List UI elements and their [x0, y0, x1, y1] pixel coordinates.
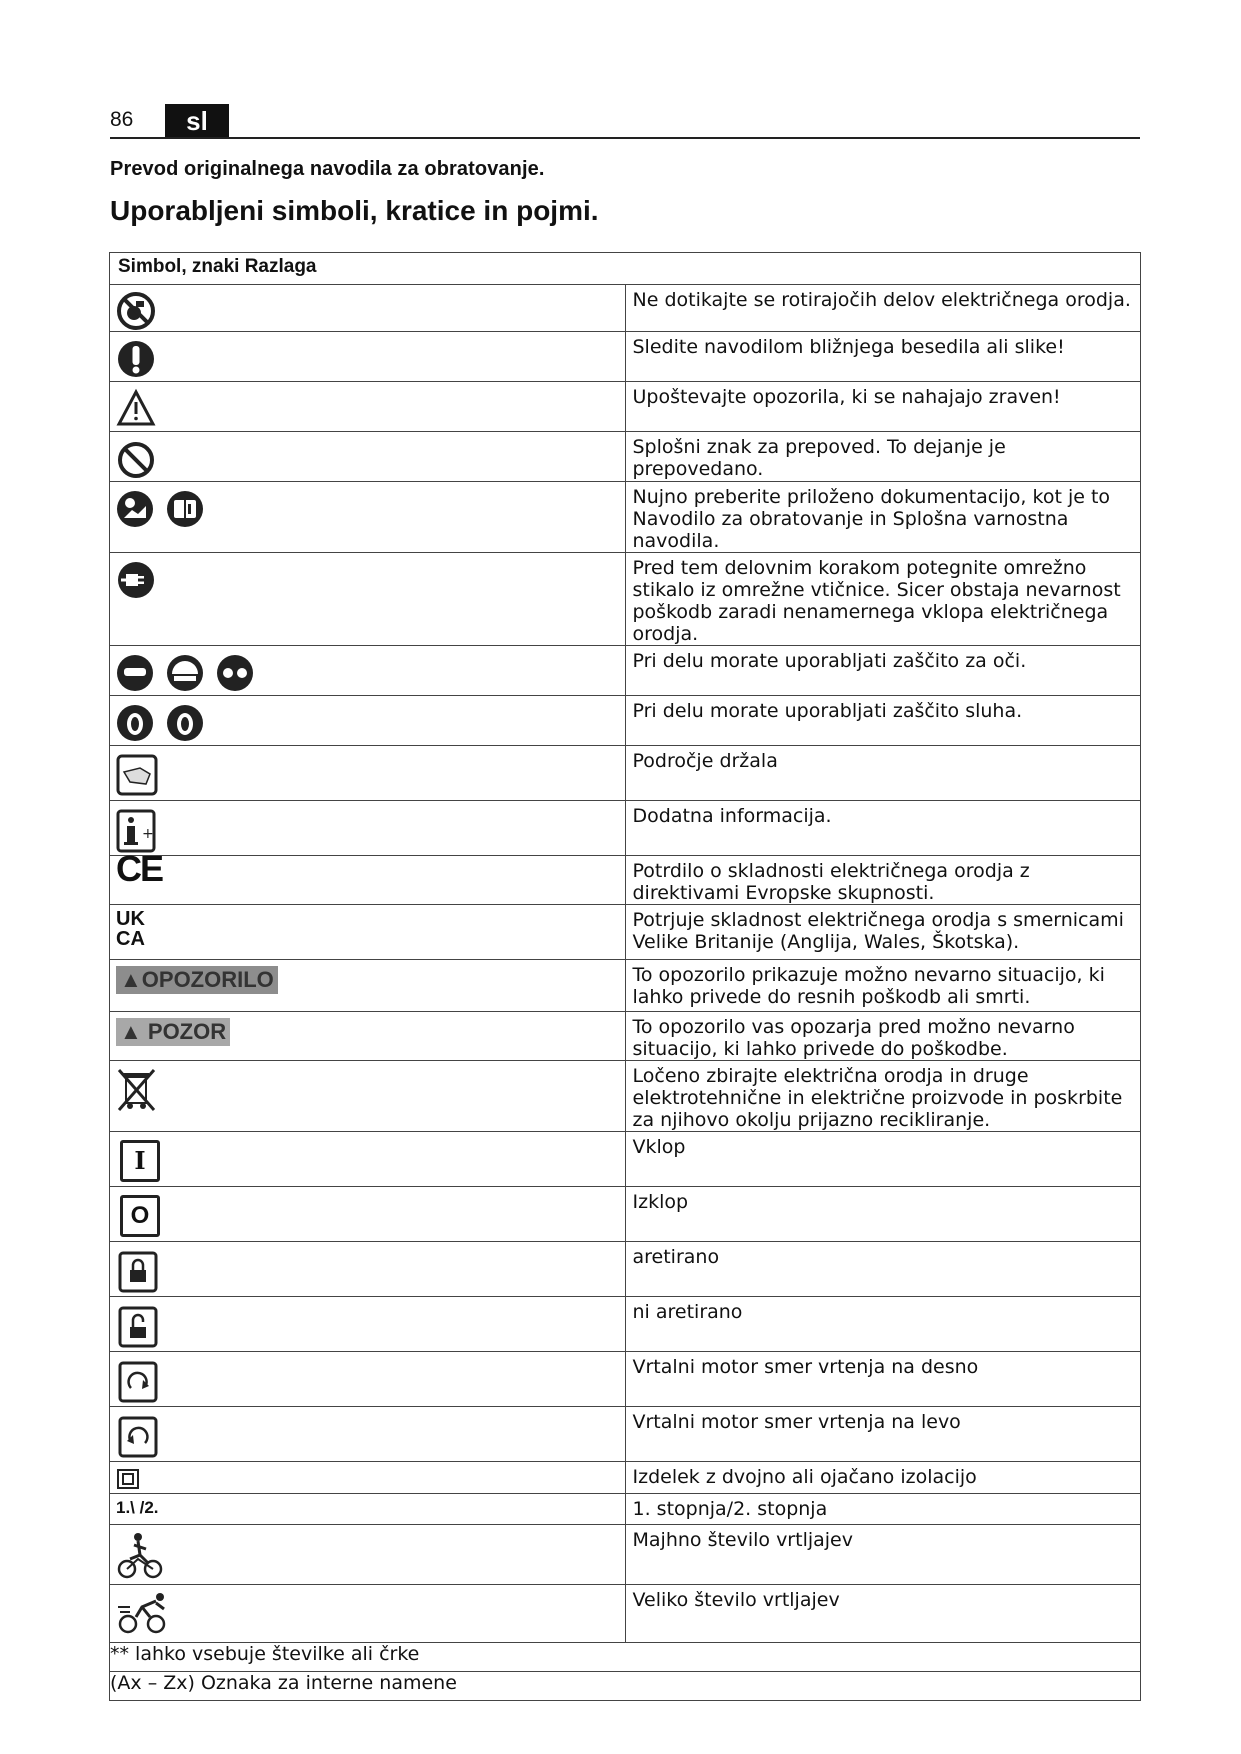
- symbols-table: [109, 252, 1141, 1701]
- footnote: ** lahko vsebuje številke ali črke: [110, 1643, 1141, 1672]
- rotate-left-icon: [116, 1413, 160, 1459]
- row-description: 1. stopnja/2. stopnja: [625, 1494, 1141, 1525]
- caution-badge-label: POZOR: [147, 1019, 227, 1044]
- row-description: Nujno preberite priloženo dokumentacijo, kot je to Navodilo za obratovanje in Splošna varnostna navodila.: [625, 482, 1141, 553]
- page-number: 86: [110, 108, 134, 131]
- table-row: [110, 332, 1141, 382]
- double-insulation-icon: [116, 1468, 140, 1490]
- table-row: [110, 1061, 1141, 1132]
- fast-cyclist-icon: [116, 1591, 172, 1637]
- unlocked-icon: [116, 1303, 160, 1349]
- table-row: [110, 1352, 1141, 1407]
- header-divider: [110, 137, 1140, 139]
- row-description: To opozorilo vas opozarja pred možno nevarno situacijo, ki lahko privede do poškodbe.: [625, 1012, 1141, 1061]
- weee-bin-icon: [116, 1067, 158, 1113]
- row-description: Izklop: [625, 1187, 1141, 1242]
- table-row: [110, 1012, 1141, 1061]
- table-row: [110, 482, 1141, 553]
- page-header: [110, 104, 1140, 138]
- power-on-icon: I: [120, 1140, 160, 1182]
- row-description: Izdelek z dvojno ali ojačano izolacijo: [625, 1462, 1141, 1494]
- row-description: Dodatna informacija.: [625, 801, 1141, 856]
- table-row: [110, 801, 1141, 856]
- row-description: Vrtalni motor smer vrtenja na desno: [625, 1352, 1141, 1407]
- table-row: [110, 960, 1141, 1012]
- caution-badge-icon: ▲ POZOR: [116, 1018, 230, 1046]
- ukca-mark-icon: UK CA: [116, 908, 145, 950]
- table-row: [110, 1494, 1141, 1525]
- warning-badge-icon: ▲OPOZORILO: [116, 966, 278, 994]
- row-description: Vrtalni motor smer vrtenja na levo: [625, 1407, 1141, 1462]
- table-row: [110, 905, 1141, 960]
- table-row: [110, 1407, 1141, 1462]
- table-header: Simbol, znaki Razlaga: [110, 253, 1141, 285]
- table-row: [110, 1187, 1141, 1242]
- table-row: [110, 746, 1141, 801]
- row-description: Ločeno zbirajte električna orodja in druge elektrotehnične in električne proizvode in poskrbite za njihovo okolju prijazno recikliranje.: [625, 1061, 1141, 1132]
- row-description: Potrdilo o skladnosti električnega orodja z direktivami Evropske skupnosti.: [625, 856, 1141, 905]
- ear-protection-icon: [116, 702, 206, 744]
- rotate-right-icon: [116, 1358, 160, 1404]
- document-subtitle: Prevod originalnega navodila za obratovanje.: [110, 158, 545, 180]
- table-row: [110, 1242, 1141, 1297]
- table-row: [110, 553, 1141, 646]
- table-row: [110, 1585, 1141, 1643]
- table-row: [110, 646, 1141, 696]
- row-description: Splošni znak za prepoved. To dejanje je prepovedano.: [625, 432, 1141, 482]
- table-row: [110, 432, 1141, 482]
- row-description: Pred tem delovnim korakom potegnite omrežno stikalo iz omrežne vtičnice. Sicer obstaja nevarnost poškodb zaradi nenamernega vklopa električnega orodja.: [625, 553, 1141, 646]
- gear-stage-icon: 1.\ /2.: [116, 1498, 159, 1517]
- table-row: [110, 285, 1141, 332]
- row-description: Majhno število vrtljajev: [625, 1525, 1141, 1585]
- row-description: aretirano: [625, 1242, 1141, 1297]
- info-plus-icon: [116, 807, 158, 853]
- unplug-icon: [116, 559, 156, 601]
- language-badge: sl: [165, 104, 229, 138]
- warning-triangle-icon: [116, 388, 156, 428]
- table-row: [110, 1297, 1141, 1352]
- row-description: ni aretirano: [625, 1297, 1141, 1352]
- eye-protection-icon: [116, 652, 256, 694]
- row-description: Področje držala: [625, 746, 1141, 801]
- table-row: [110, 1132, 1141, 1187]
- row-description: Potrjuje skladnost električnega orodja s smernicami Velike Britanije (Anglija, Wales, Škotska).: [625, 905, 1141, 960]
- page-title: Uporabljeni simboli, kratice in pojmi.: [110, 195, 599, 226]
- row-description: Pri delu morate uporabljati zaščito za oči.: [625, 646, 1141, 696]
- table-header-row: [110, 253, 1141, 285]
- warning-badge-label: OPOZORILO: [141, 967, 274, 992]
- no-touch-rotating-icon: [116, 291, 156, 331]
- table-footer-row: [110, 1643, 1141, 1672]
- slow-cyclist-icon: [116, 1531, 166, 1581]
- exclamation-icon: [116, 338, 156, 380]
- table-footer-row: [110, 1672, 1141, 1701]
- grip-area-icon: [116, 752, 158, 796]
- locked-icon: [116, 1248, 160, 1294]
- table-row: [110, 1525, 1141, 1585]
- svg-text:+: +: [142, 826, 154, 842]
- table-row: [110, 856, 1141, 905]
- ce-mark-icon: CE: [116, 848, 163, 889]
- footnote: (Ax – Zx) Oznaka za interne namene: [110, 1672, 1141, 1701]
- read-manual-icon: [116, 488, 216, 530]
- power-off-icon: O: [120, 1195, 160, 1237]
- table-row: [110, 1462, 1141, 1494]
- row-description: Veliko število vrtljajev: [625, 1585, 1141, 1643]
- row-description: Ne dotikajte se rotirajočih delov električnega orodja.: [625, 285, 1141, 332]
- prohibition-icon: [116, 438, 156, 478]
- row-description: Upoštevajte opozorila, ki se nahajajo zraven!: [625, 382, 1141, 432]
- row-description: Sledite navodilom bližnjega besedila ali slike!: [625, 332, 1141, 382]
- row-description: Pri delu morate uporabljati zaščito sluha.: [625, 696, 1141, 746]
- row-description: Vklop: [625, 1132, 1141, 1187]
- row-description: To opozorilo prikazuje možno nevarno situacijo, ki lahko privede do resnih poškodb ali smrti.: [625, 960, 1141, 1012]
- table-row: [110, 696, 1141, 746]
- table-row: [110, 382, 1141, 432]
